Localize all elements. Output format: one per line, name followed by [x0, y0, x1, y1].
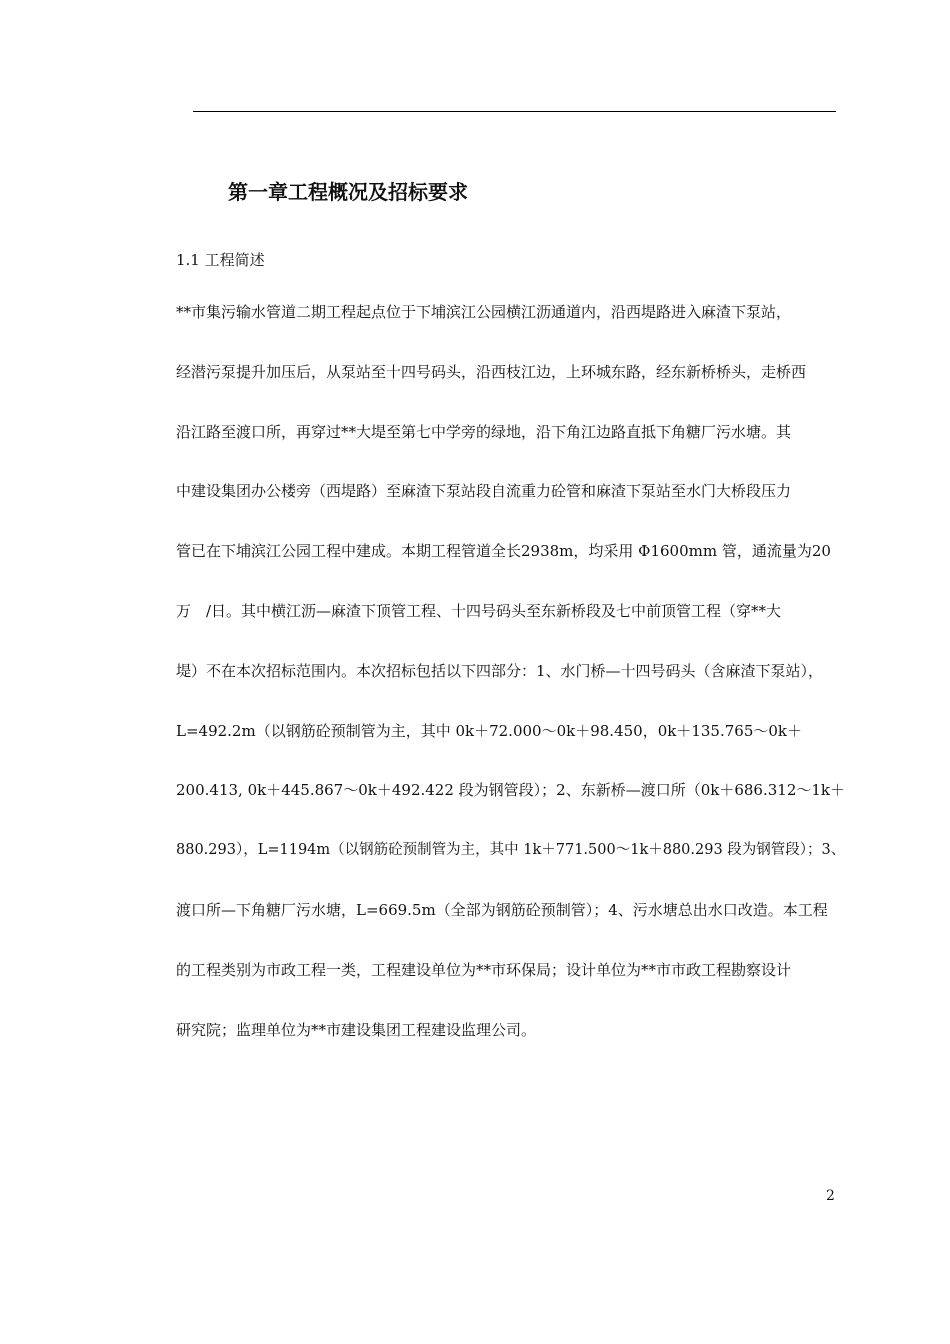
body-line: 万 /日。其中横江沥—麻渣下顶管工程、十四号码头至东新桥段及七中前顶管工程（穿**大 — [176, 601, 782, 620]
section-heading: 1.1 工程简述 — [176, 251, 265, 269]
body-line: 经潜污泵提升加压后，从泵站至十四号码头，沿西枝江边，上环城东路，经东新桥桥头，走桥西 — [176, 362, 807, 381]
body-line: 中建设集团办公楼旁（西堤路）至麻渣下泵站段自流重力砼管和麻渣下泵站至水门大桥段压力 — [176, 482, 792, 501]
body-line: 200.413, 0k＋445.867～0k＋492.422 段为钢管段）；2、东新桥—渡口所（0k＋686.312～1k＋ — [176, 781, 845, 800]
body-line: **市集污输水管道二期工程起点位于下埔滨江公园横江沥通道内，沿西堤路进入麻渣下泵站， — [176, 303, 792, 321]
header-rule — [193, 111, 836, 112]
body-line: L=492.2m（以钢筋砼预制管为主，其中 0k＋72.000～0k＋98.450，0k＋135.765～0k＋ — [176, 721, 802, 740]
body-line: 研究院；监理单位为**市建设集团工程建设监理公司。 — [176, 1020, 537, 1039]
body-line: 管已在下埔滨江公园工程中建成。本期工程管道全长2938m，均采用 Φ1600mm 管，通流量为20 — [176, 542, 831, 561]
body-line: 堤）不在本次招标范围内。本次招标包括以下四部分：1、水门桥—十四号码头（含麻渣下泵站）， — [176, 661, 824, 680]
body-line: 880.293），L=1194m（以钢筋砼预制管为主，其中 1k＋771.500～1k＋880.293 段为钢管段）；3、 — [176, 842, 846, 859]
page-number: 2 — [826, 1188, 835, 1204]
chapter-title: 第一章工程概况及招标要求 — [228, 180, 468, 204]
body-paragraph — [176, 300, 856, 1077]
body-line: 沿江路至渡口所，再穿过**大堤至第七中学旁的绿地，沿下角江边路直抵下角糖厂污水塘。其 — [176, 422, 792, 441]
body-line: 渡口所—下角糖厂污水塘，L=669.5m（全部为钢筋砼预制管）；4、污水塘总出水口改造。本工程 — [176, 900, 828, 919]
body-line: 的工程类别为市政工程一类，工程建设单位为**市环保局；设计单位为**市市政工程勘察设计 — [176, 960, 792, 979]
